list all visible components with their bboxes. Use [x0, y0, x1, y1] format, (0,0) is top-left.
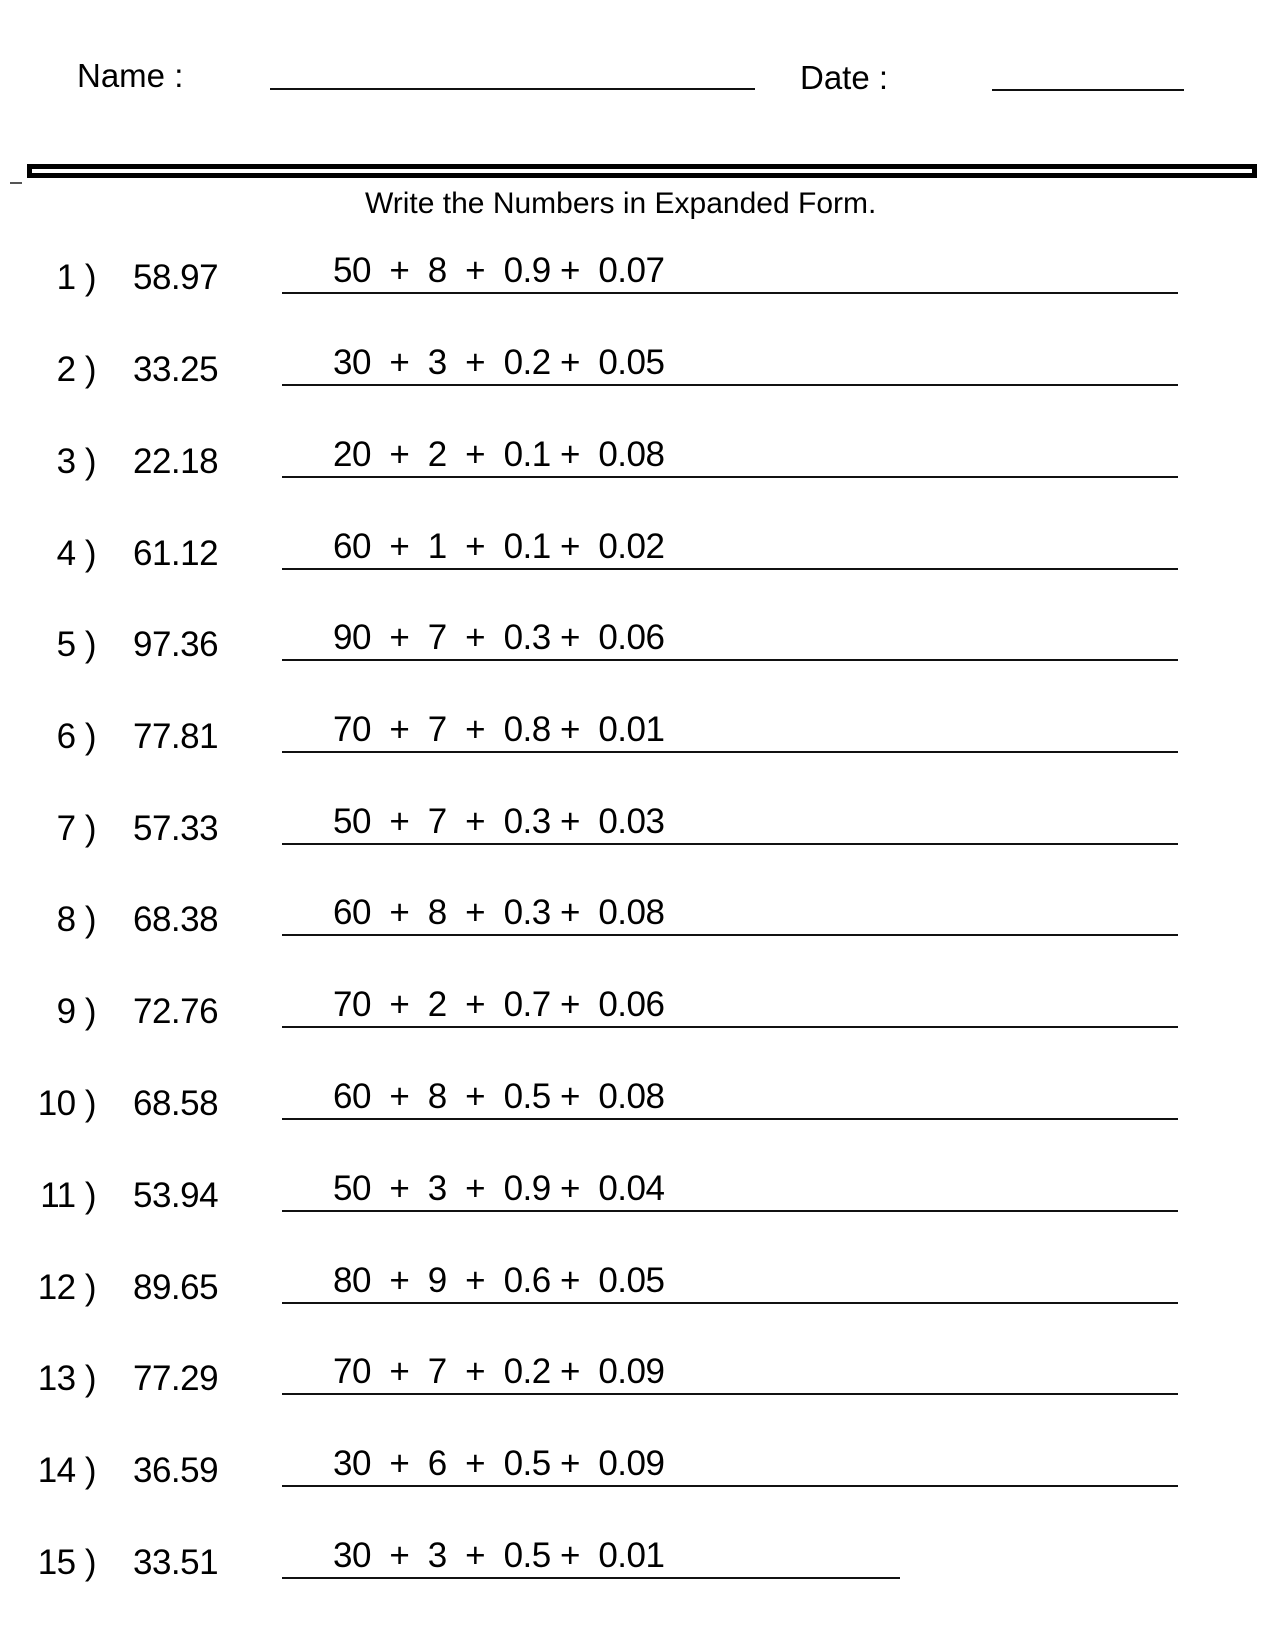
- answer-line: [282, 1485, 1178, 1487]
- problem-value: 57.33: [133, 809, 219, 848]
- problem-row: [0, 1260, 1275, 1352]
- answer-text[interactable]: 60 + 1 + 0.1 + 0.02: [333, 527, 665, 566]
- problem-number: 10 ): [37, 1084, 96, 1123]
- problem-value: 77.29: [133, 1359, 219, 1398]
- problem-number: 3 ): [56, 442, 96, 481]
- problem-row: [0, 801, 1275, 893]
- answer-text[interactable]: 80 + 9 + 0.6 + 0.05: [333, 1261, 665, 1300]
- problem-number: 13 ): [37, 1359, 96, 1398]
- answer-line: [282, 384, 1178, 386]
- problem-value: 97.36: [133, 625, 219, 664]
- problem-value: 22.18: [133, 442, 219, 481]
- problem-value: 36.59: [133, 1451, 219, 1490]
- problem-row: [0, 892, 1275, 984]
- answer-text[interactable]: 30 + 6 + 0.5 + 0.09: [333, 1444, 665, 1483]
- answer-line: [282, 1210, 1178, 1212]
- answer-line: [282, 659, 1178, 661]
- problem-row: [0, 1535, 1275, 1627]
- problem-row: [0, 1351, 1275, 1443]
- header-divider: [27, 164, 1257, 178]
- answer-text[interactable]: 50 + 3 + 0.9 + 0.04: [333, 1169, 665, 1208]
- answer-line: [282, 1026, 1178, 1028]
- answer-line: [282, 1393, 1178, 1395]
- answer-line: [282, 934, 1178, 936]
- problem-row: [0, 984, 1275, 1076]
- answer-text[interactable]: 50 + 7 + 0.3 + 0.03: [333, 802, 665, 841]
- corner-tick-mark: [10, 182, 22, 184]
- problem-value: 33.25: [133, 350, 219, 389]
- date-label: Date :: [800, 59, 889, 96]
- date-field[interactable]: [992, 89, 1184, 91]
- problem-row: [0, 434, 1275, 526]
- problem-row: [0, 1076, 1275, 1168]
- problem-value: 77.81: [133, 717, 219, 756]
- answer-line: [282, 1118, 1178, 1120]
- problem-value: 68.38: [133, 900, 219, 939]
- instruction-text: Write the Numbers in Expanded Form.: [365, 187, 877, 220]
- problem-value: 68.58: [133, 1084, 219, 1123]
- problem-value: 89.65: [133, 1268, 219, 1307]
- problem-row: [0, 709, 1275, 801]
- answer-text[interactable]: 50 + 8 + 0.9 + 0.07: [333, 251, 665, 290]
- answer-text[interactable]: 30 + 3 + 0.5 + 0.01: [333, 1536, 665, 1575]
- problem-value: 72.76: [133, 992, 219, 1031]
- problem-number: 14 ): [37, 1451, 96, 1490]
- problem-number: 2 ): [56, 350, 96, 389]
- answer-line: [282, 1302, 1178, 1304]
- problem-row: [0, 526, 1275, 618]
- problem-number: 12 ): [37, 1268, 96, 1307]
- problem-number: 8 ): [56, 900, 96, 939]
- problem-value: 33.51: [133, 1543, 219, 1582]
- problem-row: [0, 617, 1275, 709]
- problem-number: 1 ): [56, 258, 96, 297]
- problem-number: 5 ): [56, 625, 96, 664]
- answer-text[interactable]: 20 + 2 + 0.1 + 0.08: [333, 435, 665, 474]
- answer-line: [282, 1577, 900, 1579]
- answer-line: [282, 292, 1178, 294]
- problem-row: [0, 342, 1275, 434]
- problem-number: 7 ): [56, 809, 96, 848]
- answer-line: [282, 751, 1178, 753]
- answer-text[interactable]: 70 + 2 + 0.7 + 0.06: [333, 985, 665, 1024]
- problem-row: [0, 250, 1275, 342]
- answer-line: [282, 568, 1178, 570]
- answer-text[interactable]: 90 + 7 + 0.3 + 0.06: [333, 618, 665, 657]
- answer-line: [282, 476, 1178, 478]
- problem-number: 4 ): [56, 534, 96, 573]
- answer-text[interactable]: 60 + 8 + 0.3 + 0.08: [333, 893, 665, 932]
- answer-text[interactable]: 70 + 7 + 0.8 + 0.01: [333, 710, 665, 749]
- answer-text[interactable]: 30 + 3 + 0.2 + 0.05: [333, 343, 665, 382]
- name-field[interactable]: [270, 88, 755, 90]
- problem-number: 15 ): [37, 1543, 96, 1582]
- problem-number: 9 ): [56, 992, 96, 1031]
- answer-line: [282, 843, 1178, 845]
- problem-row: [0, 1443, 1275, 1535]
- problem-number: 6 ): [56, 717, 96, 756]
- answer-text[interactable]: 70 + 7 + 0.2 + 0.09: [333, 1352, 665, 1391]
- problem-value: 58.97: [133, 258, 219, 297]
- problem-value: 61.12: [133, 534, 219, 573]
- name-label: Name :: [77, 57, 184, 94]
- problem-value: 53.94: [133, 1176, 219, 1215]
- answer-text[interactable]: 60 + 8 + 0.5 + 0.08: [333, 1077, 665, 1116]
- problem-row: [0, 1168, 1275, 1260]
- problem-number: 11 ): [40, 1176, 96, 1215]
